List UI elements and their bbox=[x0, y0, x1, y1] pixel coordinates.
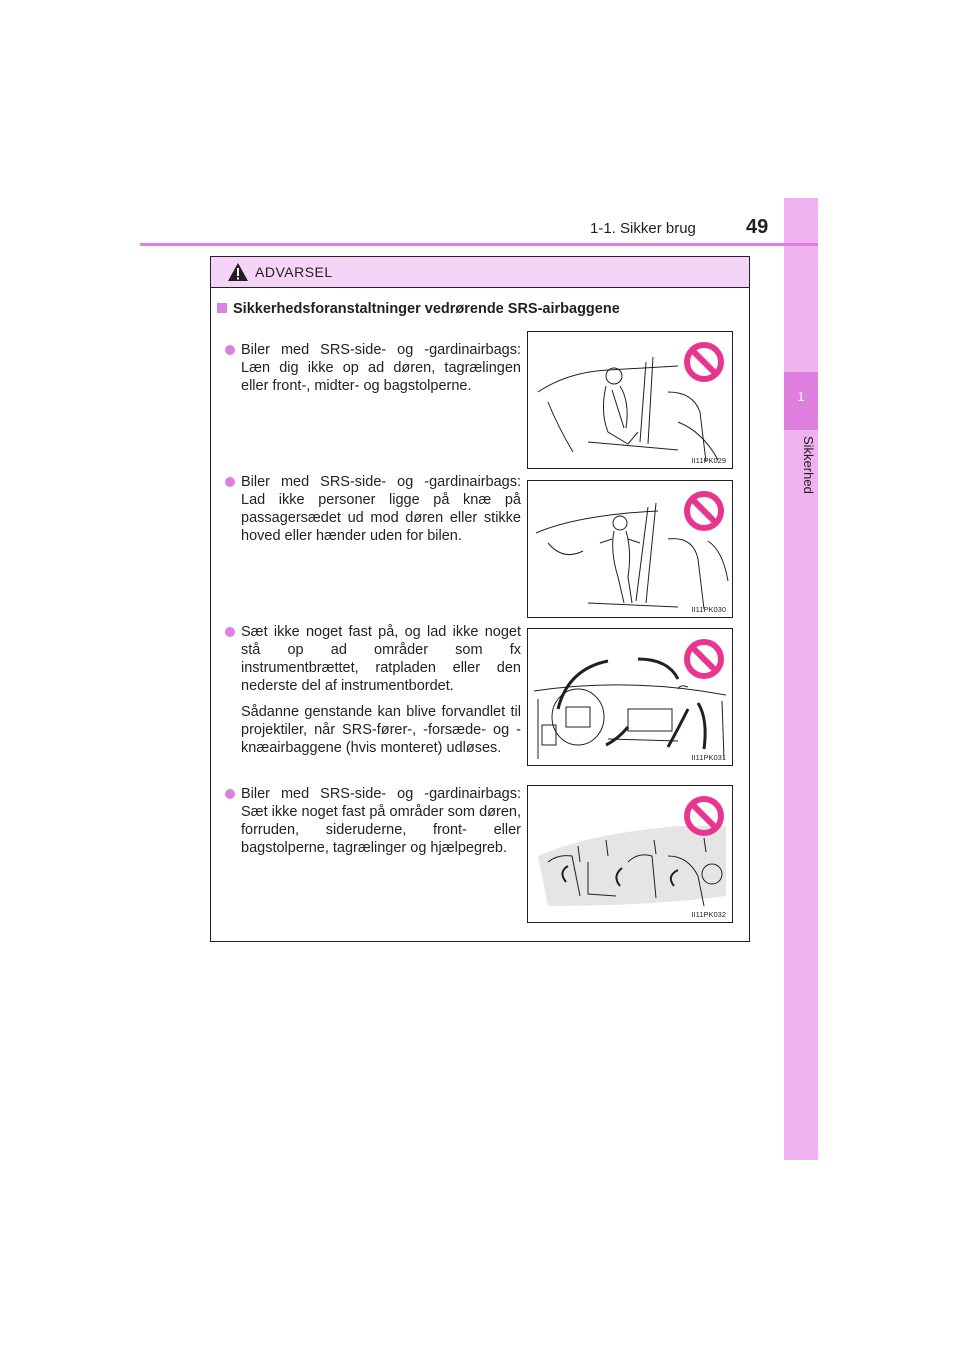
bullet-icon bbox=[225, 627, 235, 637]
list-item bbox=[225, 473, 521, 545]
figure-code: II11PK032 bbox=[691, 910, 726, 919]
warning-triangle-icon bbox=[227, 262, 249, 282]
subheading-text: Sikkerhedsforanstaltninger vedrørende SRS-airbaggene bbox=[233, 301, 620, 317]
figure-lean-on-door bbox=[527, 331, 733, 469]
figure-kneel-on-seat bbox=[527, 480, 733, 618]
warning-title: ADVARSEL bbox=[255, 264, 333, 280]
prohibition-icon bbox=[682, 489, 726, 533]
figure-code: II11PK030 bbox=[691, 605, 726, 614]
figure-door-pillar-objects bbox=[527, 785, 733, 923]
side-tab-label: Sikkerhed bbox=[801, 436, 816, 494]
list-item bbox=[225, 785, 521, 857]
prohibition-icon bbox=[682, 794, 726, 838]
figure-code: II11PK031 bbox=[691, 753, 726, 762]
item-extra-text: Sådanne genstande kan blive forvandlet til projektiler, når SRS-fører-, -forsæde- og -knæairbaggene (hvis monteret) udløses. bbox=[241, 704, 521, 756]
side-tab-chapter bbox=[784, 372, 818, 430]
prohibition-icon bbox=[682, 637, 726, 681]
square-bullet-icon bbox=[217, 303, 227, 313]
item-text: Biler med SRS-side- og -gardinairbags: Læn dig ikke op ad døren, tagrælingen eller front-, midter- og bagstolperne. bbox=[241, 342, 521, 394]
item-text: Biler med SRS-side- og -gardinairbags: Lad ikke personer ligge på knæ på passagersædet ud mod døren eller stikke hoved eller hænder uden for bilen. bbox=[241, 474, 521, 544]
figure-dashboard-objects bbox=[527, 628, 733, 766]
item-text: Biler med SRS-side- og -gardinairbags: Sæt ikke noget fast på områder som døren, forruden, sideruderne, front- eller bagstolperne, tagrælinger og hjælpegreb. bbox=[241, 786, 521, 856]
bullet-icon bbox=[225, 477, 235, 487]
list-item bbox=[225, 341, 521, 395]
figure-code: II11PK029 bbox=[691, 456, 726, 465]
prohibition-icon bbox=[682, 340, 726, 384]
header-rule bbox=[140, 243, 818, 246]
list-item bbox=[225, 623, 521, 757]
bullet-icon bbox=[225, 789, 235, 799]
side-tab bbox=[784, 198, 818, 1160]
warning-subheading bbox=[217, 301, 620, 317]
page-number: 49 bbox=[746, 216, 769, 238]
section-title: 1-1. Sikker brug bbox=[590, 220, 696, 237]
warning-box bbox=[210, 256, 750, 942]
warning-header bbox=[211, 257, 749, 288]
item-text: Sæt ikke noget fast på, og lad ikke noget stå op ad områder som fx instrumentbrættet, ratpladen eller den nederste del af instrumentbordet. bbox=[241, 624, 521, 694]
chapter-number: 1 bbox=[797, 389, 805, 404]
bullet-icon bbox=[225, 345, 235, 355]
